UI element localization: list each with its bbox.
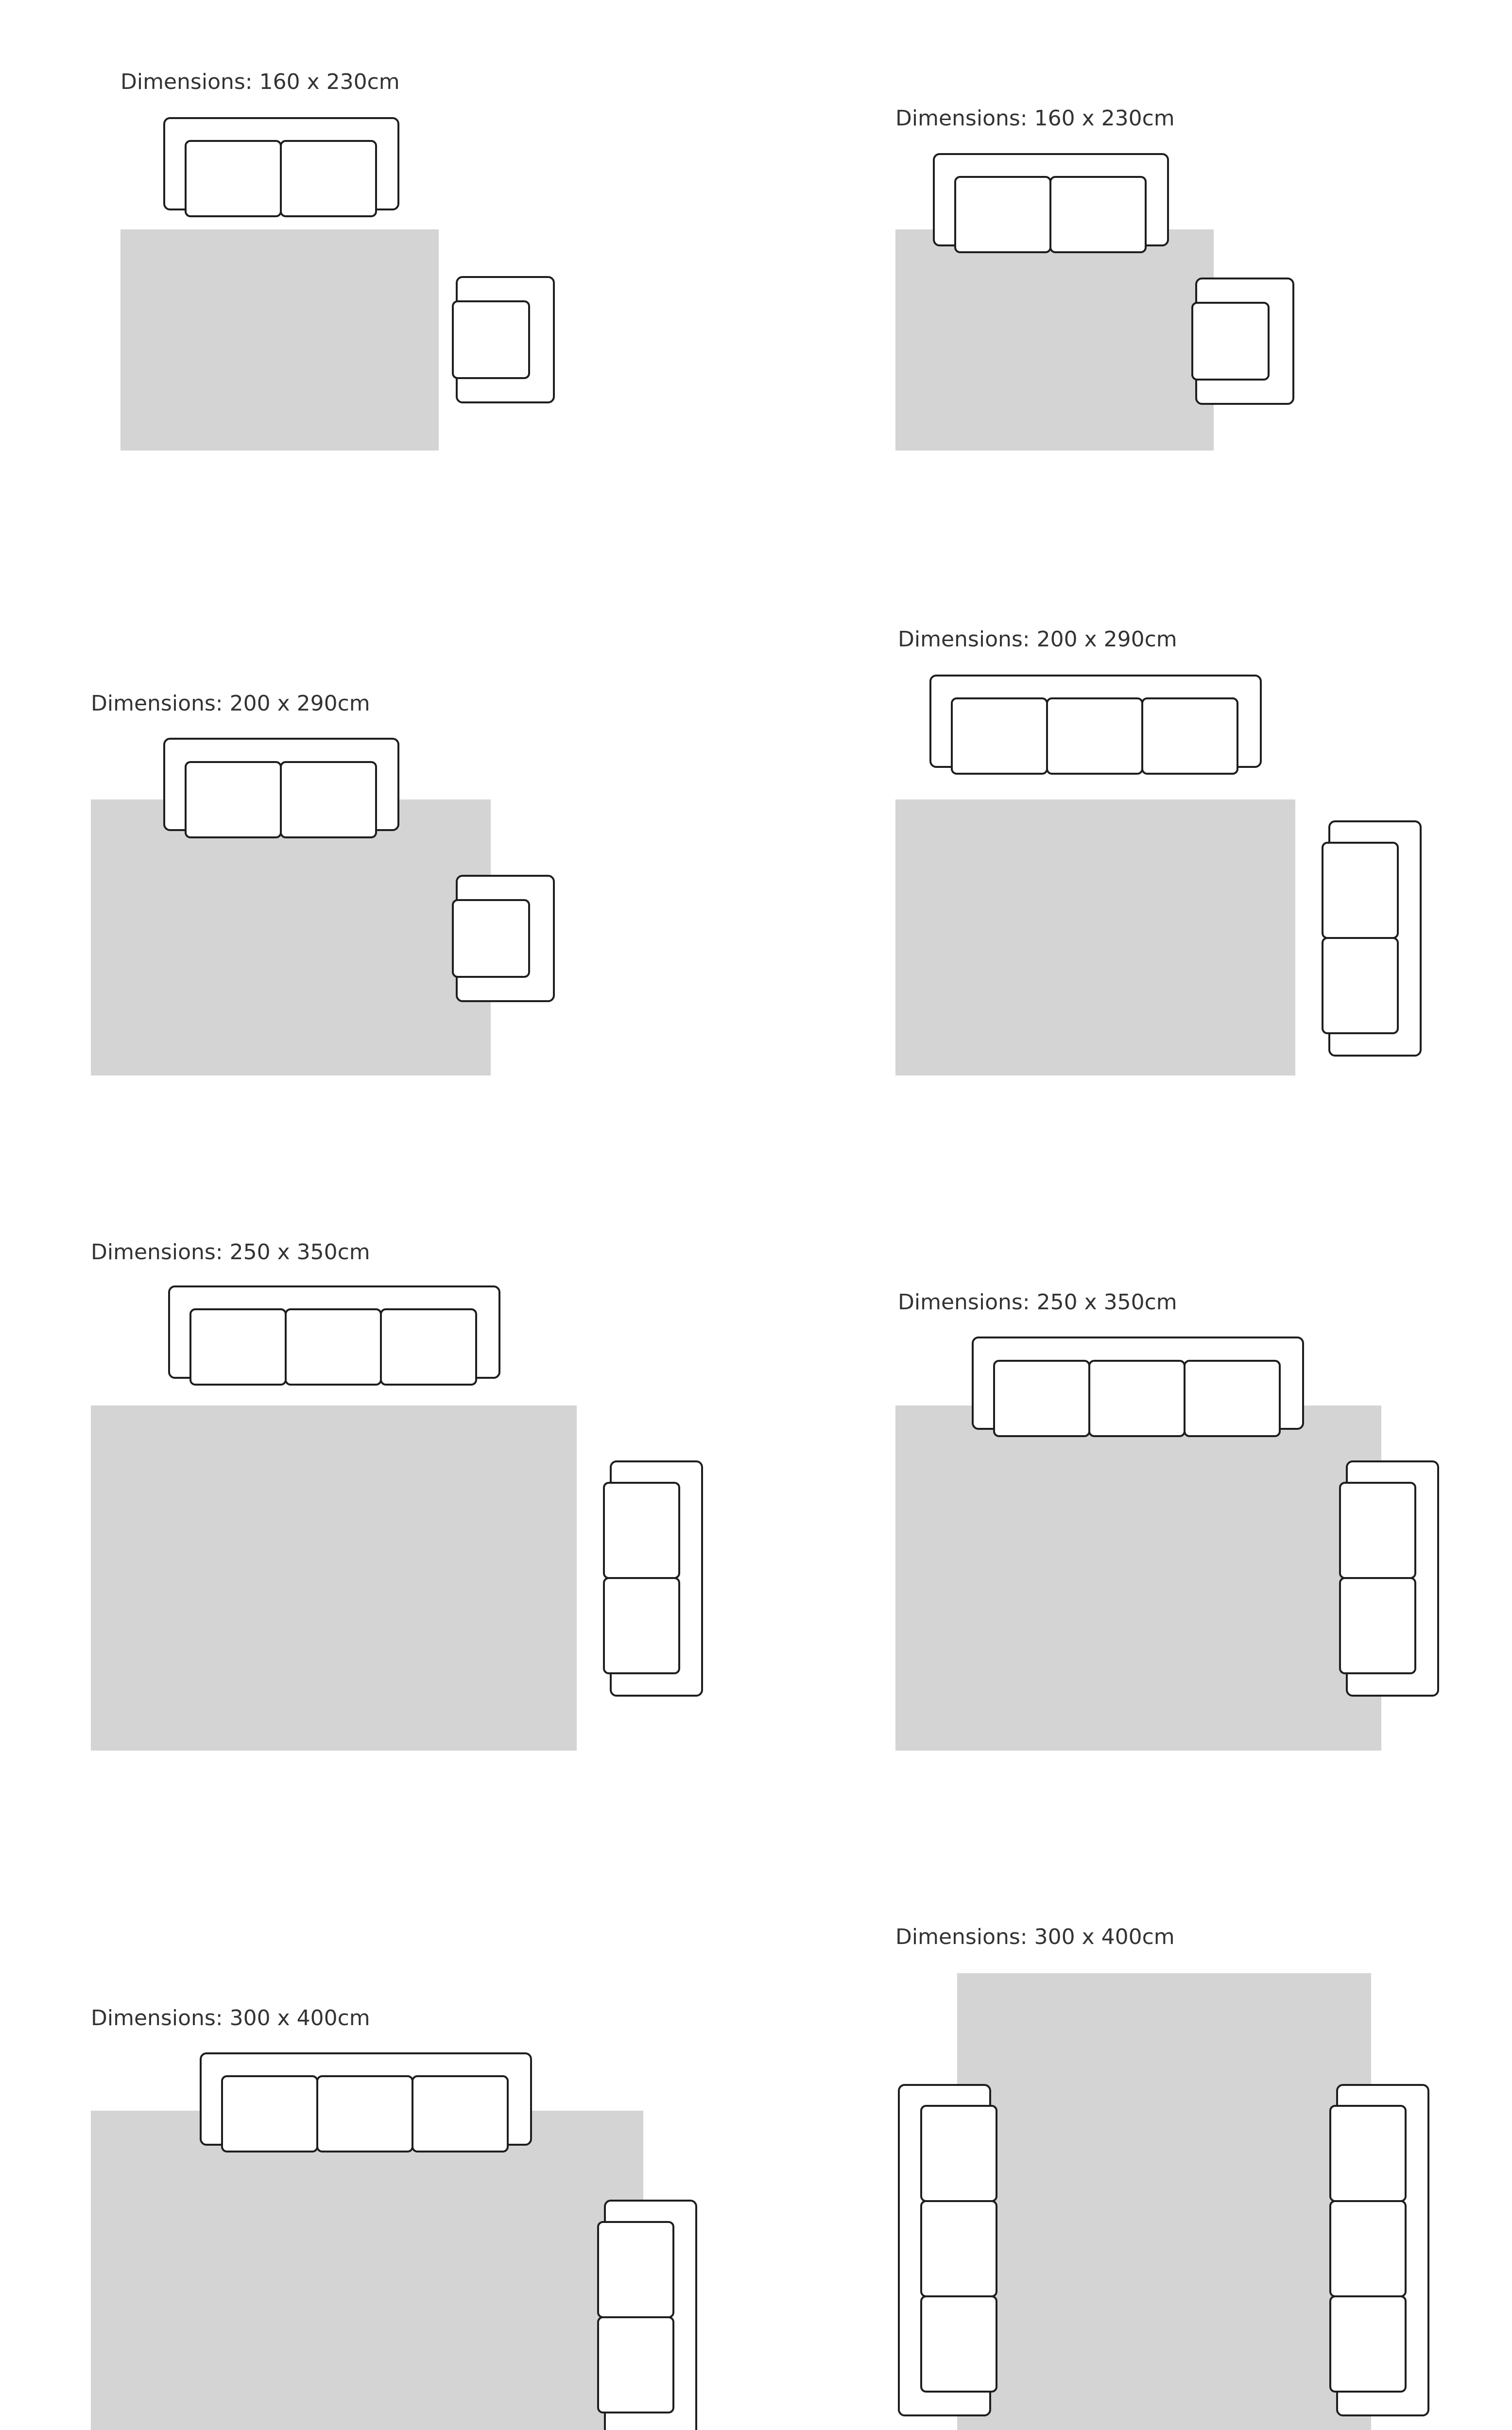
diagram-5 [91, 1240, 702, 1751]
dimensions-label: Dimensions: 160 x 230cm [120, 69, 400, 94]
three-seat-sofa-icon-left [899, 2085, 997, 2415]
two-seat-sofa-icon [598, 2201, 696, 2430]
rug [895, 799, 1295, 1076]
diagram-1 [120, 69, 554, 451]
diagram-4 [895, 627, 1421, 1076]
diagram-7 [91, 2006, 696, 2430]
rug [91, 2111, 643, 2430]
dimensions-label: Dimensions: 160 x 230cm [895, 106, 1175, 131]
three-seat-sofa-icon [201, 2053, 531, 2152]
rug [91, 1406, 577, 1751]
three-seat-sofa-icon [973, 1337, 1303, 1436]
two-seat-sofa-icon [1340, 1461, 1438, 1696]
rug [895, 1406, 1381, 1751]
two-seat-sofa-icon [164, 118, 398, 216]
dimensions-label: Dimensions: 200 x 290cm [898, 627, 1177, 652]
diagram-3 [91, 691, 554, 1076]
two-seat-sofa-icon [1323, 821, 1421, 1056]
diagram-2 [895, 106, 1293, 451]
rug [895, 229, 1214, 451]
dimensions-label: Dimensions: 250 x 350cm [91, 1240, 370, 1265]
diagram-6 [895, 1290, 1438, 1751]
three-seat-sofa-icon-right [1330, 2085, 1428, 2415]
rug [91, 799, 491, 1076]
dimensions-label: Dimensions: 250 x 350cm [898, 1290, 1177, 1315]
dimensions-label: Dimensions: 300 x 400cm [895, 1925, 1175, 1949]
two-seat-sofa-icon [604, 1461, 702, 1696]
three-seat-sofa-icon [169, 1286, 499, 1385]
rug [120, 229, 439, 451]
armchair-icon [1192, 278, 1293, 404]
armchair-icon [453, 277, 554, 402]
diagram-8 [895, 1925, 1428, 2430]
rug [957, 1973, 1371, 2430]
dimensions-label: Dimensions: 300 x 400cm [91, 2006, 370, 2031]
three-seat-sofa-icon [930, 676, 1261, 774]
armchair-icon [453, 876, 554, 1001]
two-seat-sofa-icon [164, 739, 398, 837]
two-seat-sofa-icon [934, 154, 1168, 252]
dimensions-label: Dimensions: 200 x 290cm [91, 691, 370, 716]
